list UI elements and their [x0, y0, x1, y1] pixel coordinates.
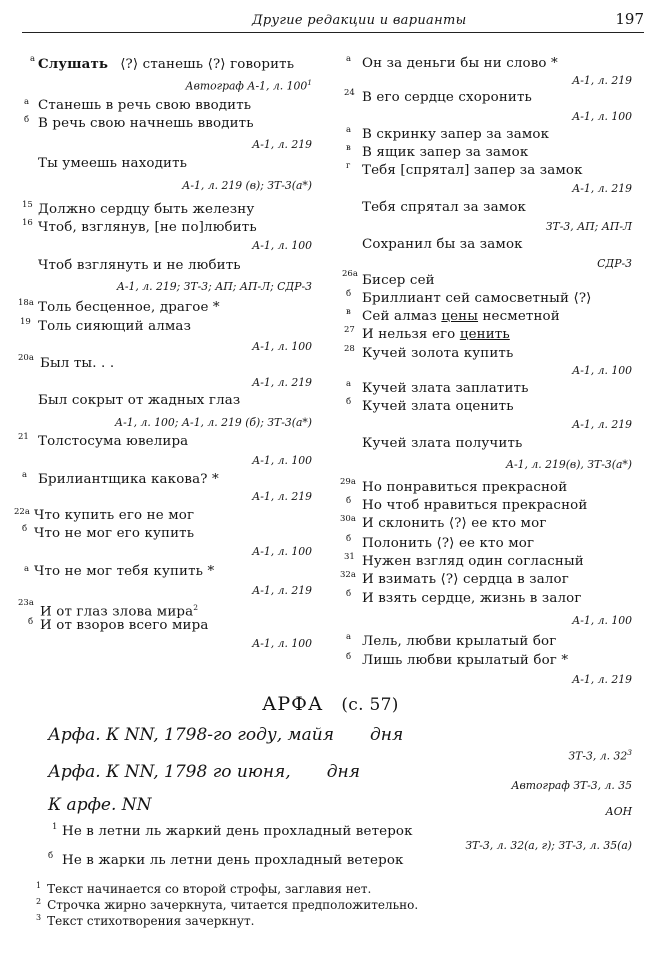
footnote-text: Текст начинается со второй строфы, заглавия нет. — [47, 882, 372, 896]
verse-line: Но понравиться прекрасной — [362, 480, 568, 495]
verse-line: Не в летни ль жаркий день прохладный ветерок — [62, 824, 413, 839]
source-ref: А-1, л. 219 — [252, 584, 312, 597]
verse-line: Кучей злата оценить — [362, 399, 514, 414]
verse-line: Кучей золота купить — [362, 346, 514, 361]
verse-line: Чтоб взглянуть и не любить — [38, 258, 241, 273]
verse-word: И нельзя его — [362, 327, 456, 342]
footnote — [36, 911, 254, 928]
title-variant-text: Арфа. К NN, 1798-го году, майя — [48, 725, 334, 745]
variant-marker: а — [24, 564, 30, 574]
verse-line: Бисер сей — [362, 273, 435, 288]
running-header — [22, 6, 644, 33]
title-variant — [48, 725, 403, 745]
verse-line — [362, 327, 510, 343]
title-variant-text: Арфа. К NN, 1798 го июня, — [48, 762, 291, 782]
source-ref: А-1, л. 219 — [252, 490, 312, 503]
variant-marker: 21 — [18, 432, 29, 442]
source-ref: А-1, л. 219 — [572, 74, 632, 87]
source-ref — [568, 746, 632, 764]
verse-line: И склонить ⟨?⟩ ее кто мог — [362, 516, 547, 531]
source-ref: А-1, л. 100 — [572, 614, 632, 627]
source-ref: А-1, л. 219 — [572, 418, 632, 431]
variant-marker: б — [48, 851, 54, 861]
variant-marker: а — [346, 379, 352, 389]
verse-line: Что не мог его купить — [34, 526, 195, 541]
source-ref: А-1, л. 219; ЗТ-3; АП; АП-Л; СДР-3 — [116, 280, 312, 293]
variant-marker: 19 — [20, 317, 31, 327]
verse-text: И от глаз злова мира — [40, 604, 194, 620]
footnote-number: 3 — [36, 913, 42, 922]
title-variant — [48, 762, 360, 782]
source-ref: ЗТ-3, АП; АП-Л — [545, 220, 632, 233]
source-ref: АОН — [605, 805, 632, 818]
title-variant-text: дня — [326, 762, 360, 782]
verse-line: Лишь любви крылатый бог * — [362, 653, 569, 668]
variant-marker: 1 — [52, 822, 58, 832]
source-ref: А-1, л. 100 — [572, 110, 632, 123]
variant-marker: б — [346, 534, 352, 544]
title-variant: К арфе. NN — [48, 795, 152, 815]
verse-line — [362, 309, 560, 325]
variant-marker: а — [346, 54, 352, 64]
poem-title — [262, 693, 399, 715]
verse-line: И взять сердце, жизнь в залог — [362, 591, 582, 606]
source-ref: А-1, л. 100 — [252, 340, 312, 353]
verse-line: Бриллиант сей самосветный ⟨?⟩ — [362, 291, 592, 306]
verse-line: Толстосума ювелира — [38, 434, 189, 449]
footnote-text: Строчка жирно зачеркнута, читается предположительно. — [47, 898, 419, 912]
footnote-number: 1 — [36, 881, 42, 890]
footnote-marker: 3 — [627, 748, 632, 757]
variant-marker: 28 — [344, 344, 355, 354]
variant-marker: в — [346, 143, 351, 153]
variant-marker: 24 — [344, 88, 355, 98]
verse-word: Слушать — [38, 56, 109, 72]
verse-line: Был сокрыт от жадных глаз — [38, 393, 241, 408]
verse-line: И взимать ⟨?⟩ сердца в залог — [362, 572, 569, 587]
variant-marker: 31 — [344, 552, 355, 562]
footnote-text: Текст стихотворения зачеркнут. — [47, 914, 255, 928]
variant-marker: г — [346, 161, 351, 171]
variant-marker: а — [30, 54, 36, 64]
footnote-marker: 1 — [307, 78, 312, 87]
verse-line: Станешь в речь свою вводить — [38, 98, 252, 113]
source-ref: А-1, л. 219 — [572, 673, 632, 686]
variant-marker: 22а — [14, 507, 30, 517]
verse-word: Сей алмаз — [362, 309, 437, 324]
footnote-marker: 2 — [193, 603, 199, 612]
verse-line: Полонить ⟨?⟩ ее кто мог — [362, 536, 535, 551]
title-variant-text: дня — [369, 725, 404, 745]
variant-marker: б — [346, 289, 352, 299]
verse-line: И от взоров всего мира — [40, 618, 209, 633]
variant-marker: в — [346, 307, 351, 317]
source-ref: А-1, л. 100; А-1, л. 219 (б); ЗТ-3(а*) — [114, 416, 312, 429]
variant-marker: 26а — [342, 269, 358, 279]
source-ref: А-1, л. 219 — [572, 182, 632, 195]
verse-line: В ящик запер за замок — [362, 145, 529, 160]
source-ref: Автограф ЗТ-3, л. 35 — [511, 779, 632, 792]
source-ref: А-1, л. 219 — [252, 376, 312, 389]
variant-marker: 29а — [340, 477, 356, 487]
verse-line: Он за деньги бы ни слово * — [362, 56, 558, 71]
verse-line: Нужен взгляд один согласный — [362, 554, 584, 569]
variant-marker: б — [346, 652, 352, 662]
poem-page-ref: (с. 57) — [341, 695, 399, 715]
variant-marker: б — [346, 397, 352, 407]
variant-marker: а — [346, 632, 352, 642]
verse-line: Брилиантщика какова? * — [38, 472, 219, 487]
verse-word: ⟨?⟩ станешь ⟨?⟩ говорить — [120, 57, 295, 72]
verse-line: Что не мог тебя купить * — [34, 564, 215, 579]
variant-marker: а — [24, 97, 30, 107]
footnote — [36, 895, 418, 912]
variant-marker: 23а — [18, 598, 34, 608]
verse-line: Ты умеешь находить — [38, 156, 188, 171]
verse-word-underlined: ценить — [459, 327, 510, 342]
verse-line: Сохранил бы за замок — [362, 237, 523, 252]
footnote — [36, 879, 371, 896]
variant-marker: а — [22, 470, 28, 480]
verse-line: Должно сердцу быть железну — [38, 202, 255, 217]
verse-line: Лель, любви крылатый бог — [362, 634, 557, 649]
page-number: 197 — [615, 10, 644, 28]
source-ref: А-1, л. 219 — [252, 138, 312, 151]
source-ref: А-1, л. 100 — [252, 545, 312, 558]
source-ref: СДР-3 — [597, 257, 632, 270]
variant-marker: б — [346, 589, 352, 599]
source-ref-text: ЗТ-3, л. 32 — [568, 749, 628, 763]
verse-line: Кучей злата заплатить — [362, 381, 529, 396]
source-ref: А-1, л. 100 — [252, 239, 312, 252]
verse-line: Чтоб, взглянув, [не по]любить — [38, 220, 257, 235]
verse-line: В речь свою начнешь вводить — [38, 116, 254, 131]
verse-line: Не в жарки ль летни день прохладный ветерок — [62, 853, 404, 868]
variant-marker: б — [28, 617, 34, 627]
variant-marker: 18а — [18, 298, 34, 308]
verse-word-underlined: цены — [441, 309, 479, 324]
verse-line: Но чтоб нравиться прекрасной — [362, 498, 588, 513]
variant-marker: б — [24, 115, 30, 125]
verse-line: Тебя [спрятал] запер за замок — [362, 163, 583, 178]
footnote-number: 2 — [36, 897, 42, 906]
source-ref-text: Автограф А-1, л. 100 — [185, 79, 308, 93]
variant-marker: 30а — [340, 514, 356, 524]
variant-marker: б — [22, 524, 28, 534]
source-ref: А-1, л. 100 — [572, 364, 632, 377]
verse-line: Толь бесценное, драгое * — [38, 300, 220, 315]
source-ref: А-1, л. 100 — [252, 454, 312, 467]
variant-marker: 20а — [18, 353, 34, 363]
verse-line: Был ты. . . — [40, 356, 115, 371]
verse-line: Что купить его не мог — [34, 508, 195, 523]
variant-marker: 16 — [22, 218, 33, 228]
variant-marker: 15 — [22, 200, 33, 210]
verse-line: Кучей злата получить — [362, 436, 523, 451]
verse-line: Тебя спрятал за замок — [362, 200, 527, 215]
source-ref — [185, 76, 312, 94]
verse-line: В его сердце схоронить — [362, 90, 532, 105]
verse-word: несметной — [482, 309, 560, 324]
variant-marker: а — [346, 125, 352, 135]
source-ref: А-1, л. 219 (в); ЗТ-3(а*) — [182, 179, 312, 192]
variant-marker: 32а — [340, 570, 356, 580]
source-ref: А-1, л. 100 — [252, 637, 312, 650]
running-title: Другие редакции и варианты — [252, 13, 467, 28]
variant-marker: б — [346, 496, 352, 506]
source-ref: А-1, л. 219(в), ЗТ-3(а*) — [505, 458, 632, 471]
verse-line: В скринку запер за замок — [362, 127, 550, 142]
variant-marker: 27 — [344, 325, 355, 335]
verse-line — [38, 56, 294, 73]
source-ref: ЗТ-3, л. 32(а, г); ЗТ-3, л. 35(а) — [465, 839, 632, 852]
poem-title-text: АРФА — [262, 693, 324, 715]
verse-line: Толь сияющий алмаз — [38, 319, 192, 334]
